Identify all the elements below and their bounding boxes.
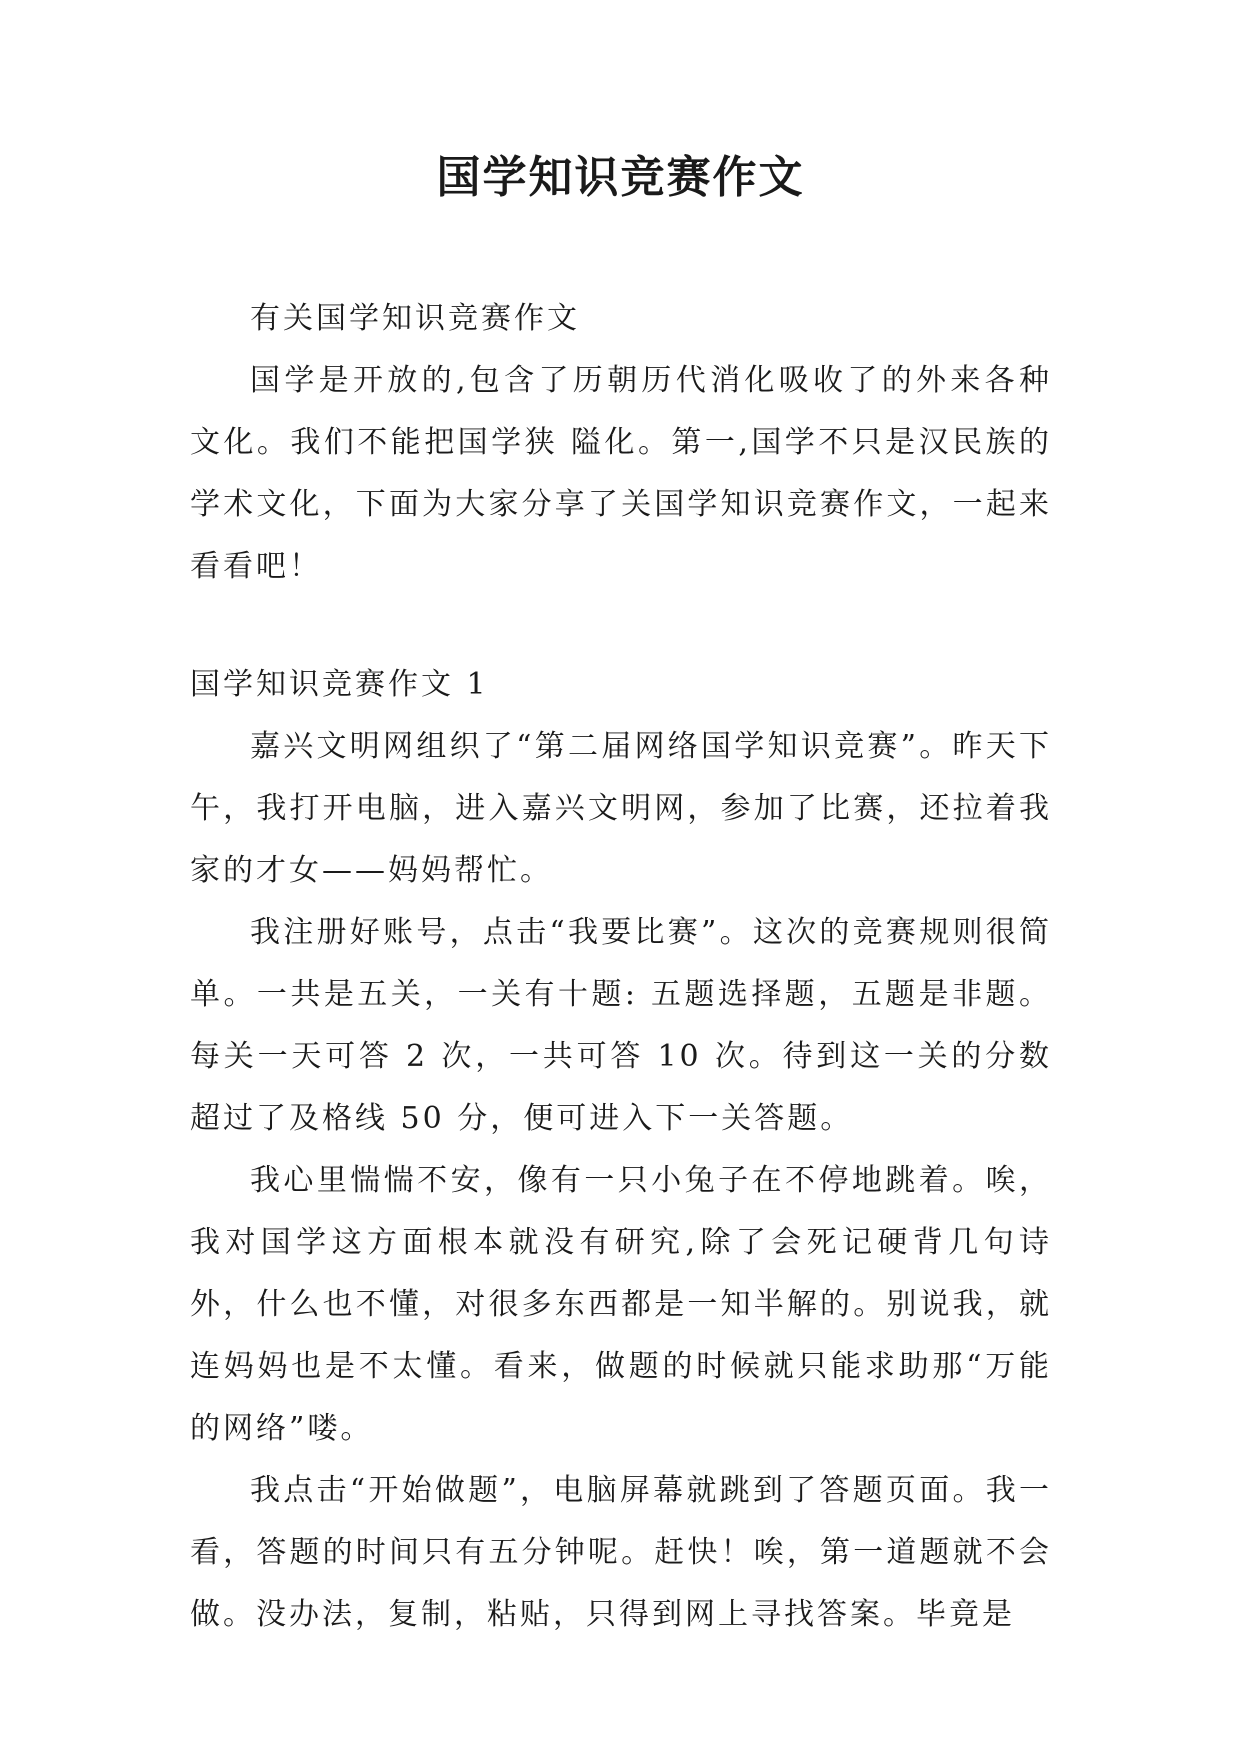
body-paragraph-3: 我心里惴惴不安，像有一只小兔子在不停地跳着。唉，我对国学这方面根本就没有研究,除了会死记硬背几句诗外，什么也不懂，对很多东西都是一知半解的。别说我，就连妈妈也是不太懂。看来，做题的时候就只能求助那“万能的网络”喽。 bbox=[190, 1163, 1052, 1446]
body-paragraph-1: 嘉兴文明网组织了“第二届网络国学知识竞赛”。昨天下午，我打开电脑，进入嘉兴文明网，参加了比赛，还拉着我家的才女——妈妈帮忙。 bbox=[190, 729, 1052, 888]
body-paragraph-4: 我点击“开始做题”，电脑屏幕就跳到了答题页面。我一看，答题的时间只有五分钟呢。赶快！唉，第一道题就不会做。没办法，复制，粘贴，只得到网上寻找答案。毕竟是 bbox=[190, 1473, 1052, 1632]
section-spacer bbox=[190, 598, 1052, 654]
intro-paragraph: 国学是开放的,包含了历朝历代消化吸收了的外来各种文化。我们不能把国学狭 隘化。第一,国学不只是汉民族的学术文化，下面为大家分享了关国学知识竞赛作文，一起来看看吧！ bbox=[190, 363, 1052, 584]
body-paragraph-2: 我注册好账号，点击“我要比赛”。这次的竞赛规则很简单。一共是五关，一关有十题: 五题选择题，五题是非题。每关一天可答 2 次，一共可答 10 次。待到这一关的分数超过了及格线 50 分，便可进入下一关答题。 bbox=[190, 915, 1052, 1136]
intro-heading: 有关国学知识竞赛作文 bbox=[250, 301, 580, 336]
document-title: 国学知识竞赛作文 bbox=[436, 152, 805, 203]
document-body bbox=[190, 288, 1052, 1646]
section-heading: 国学知识竞赛作文 1 bbox=[190, 667, 489, 702]
